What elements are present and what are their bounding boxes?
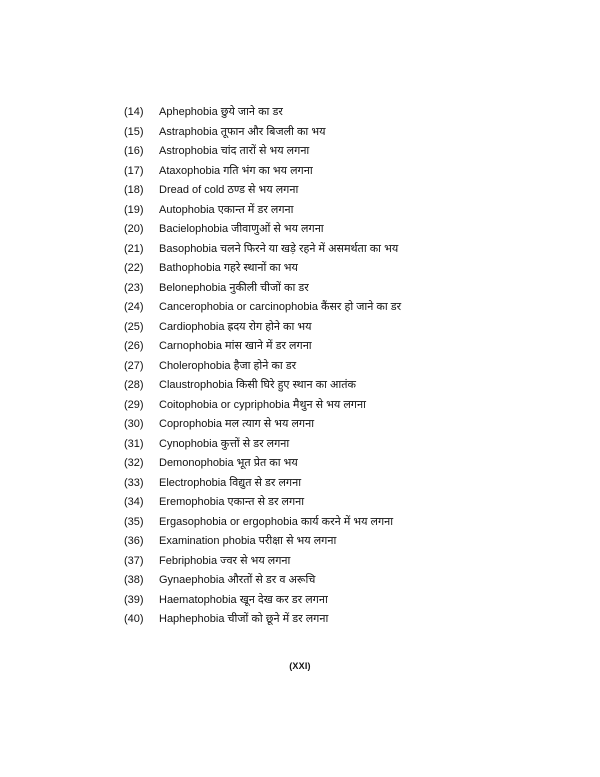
list-item	[124, 181, 401, 201]
entry-number: (15)	[124, 125, 144, 138]
list-item	[124, 357, 401, 377]
list-item	[124, 532, 401, 552]
entry-text: Cardiophobia ह्रदय रोग होने का भय	[159, 320, 312, 333]
entry-text: Ergasophobia or ergophobia कार्य करने में भय लगना	[159, 515, 394, 528]
list-item	[124, 220, 401, 240]
entry-text: Autophobia एकान्त में डर लगना	[159, 203, 294, 216]
entry-number: (29)	[124, 398, 144, 411]
entry-text: Astrophobia चांद तारों से भय लगना	[159, 145, 310, 157]
entry-number: (31)	[124, 437, 144, 450]
list-item	[124, 142, 401, 162]
entry-number: (26)	[124, 340, 144, 352]
entry-text: Astraphobia तूफान और बिजली का भय	[159, 125, 326, 138]
list-item	[124, 591, 401, 611]
list-item	[124, 201, 401, 221]
list-item	[124, 415, 401, 435]
entry-number: (21)	[124, 242, 144, 255]
entry-text: Bacielophobia जीवाणुओं से भय लगना	[159, 223, 324, 235]
list-item	[124, 571, 401, 591]
entry-text: Examination phobia परीक्षा से भय लगना	[159, 535, 337, 547]
entry-text: Eremophobia एकान्त से डर लगना	[159, 496, 305, 508]
entry-text: Carnophobia मांस खाने में डर लगना	[159, 340, 312, 352]
list-item	[124, 318, 401, 338]
entry-text: Coprophobia मल त्याग से भय लगना	[159, 418, 315, 430]
list-item	[124, 298, 401, 318]
entry-number: (24)	[124, 301, 144, 313]
entry-number: (25)	[124, 320, 144, 333]
entry-number: (17)	[124, 164, 144, 177]
list-item	[124, 279, 401, 299]
entry-number: (18)	[124, 184, 144, 196]
list-item	[124, 474, 401, 494]
entry-number: (34)	[124, 496, 144, 508]
entry-number: (19)	[124, 203, 144, 216]
entry-number: (27)	[124, 359, 144, 372]
list-item	[124, 240, 401, 260]
list-item	[124, 259, 401, 279]
list-item	[124, 337, 401, 357]
entry-text: Aphephobia छुये जाने का डर	[159, 106, 283, 118]
entry-number: (23)	[124, 281, 144, 294]
entry-text: Gynaephobia औरतों से डर व अरूचि	[159, 574, 316, 586]
entry-number: (28)	[124, 379, 144, 391]
list-item	[124, 376, 401, 396]
page-number: (XXI)	[289, 661, 311, 671]
entry-text: Haphephobia चीजों को छूने में डर लगना	[159, 613, 329, 625]
entry-number: (37)	[124, 554, 144, 567]
entry-text: Haematophobia खून देख कर डर लगना	[159, 593, 328, 606]
entry-number: (30)	[124, 418, 144, 430]
list-item	[124, 513, 401, 533]
entry-text: Demonophobia भूत प्रेत का भय	[159, 457, 298, 469]
list-item	[124, 552, 401, 572]
entry-number: (16)	[124, 145, 144, 157]
list-item	[124, 454, 401, 474]
entry-number: (32)	[124, 457, 144, 469]
entry-text: Cholerophobia हैजा होने का डर	[159, 359, 297, 372]
entry-number: (35)	[124, 515, 144, 528]
list-item	[124, 103, 401, 123]
entry-text: Claustrophobia किसी घिरे हुए स्थान का आतंक	[159, 379, 356, 391]
list-item	[124, 162, 401, 182]
entry-number: (36)	[124, 535, 144, 547]
phobia-list	[124, 103, 401, 630]
entry-text: Febriphobia ज्वर से भय लगना	[159, 554, 291, 567]
entry-number: (14)	[124, 106, 144, 118]
entry-number: (38)	[124, 574, 144, 586]
entry-text: Dread of cold ठण्ड से भय लगना	[159, 184, 299, 196]
list-item	[124, 435, 401, 455]
entry-text: Cancerophobia or carcinophobia कैंसर हो जाने का डर	[159, 301, 402, 313]
entry-text: Ataxophobia गति भंग का भय लगना	[159, 164, 313, 177]
list-item	[124, 396, 401, 416]
entry-number: (33)	[124, 476, 144, 489]
entry-number: (20)	[124, 223, 144, 235]
entry-text: Electrophobia विद्युत से डर लगना	[159, 476, 302, 489]
entry-number: (39)	[124, 593, 144, 606]
list-item	[124, 610, 401, 630]
entry-text: Coitophobia or cypriphobia मैथुन से भय लगना	[159, 398, 366, 411]
entry-text: Basophobia चलने फिरने या खड़े रहने में असमर्थता का भय	[159, 242, 399, 255]
entry-number: (22)	[124, 262, 144, 274]
entry-text: Belonephobia नुकीली चीजों का डर	[159, 281, 309, 294]
entry-text: Bathophobia गहरे स्थानों का भय	[159, 262, 298, 274]
entry-text: Cynophobia कुत्तों से डर लगना	[159, 437, 290, 450]
entry-number: (40)	[124, 613, 144, 625]
list-item	[124, 123, 401, 143]
list-item	[124, 493, 401, 513]
